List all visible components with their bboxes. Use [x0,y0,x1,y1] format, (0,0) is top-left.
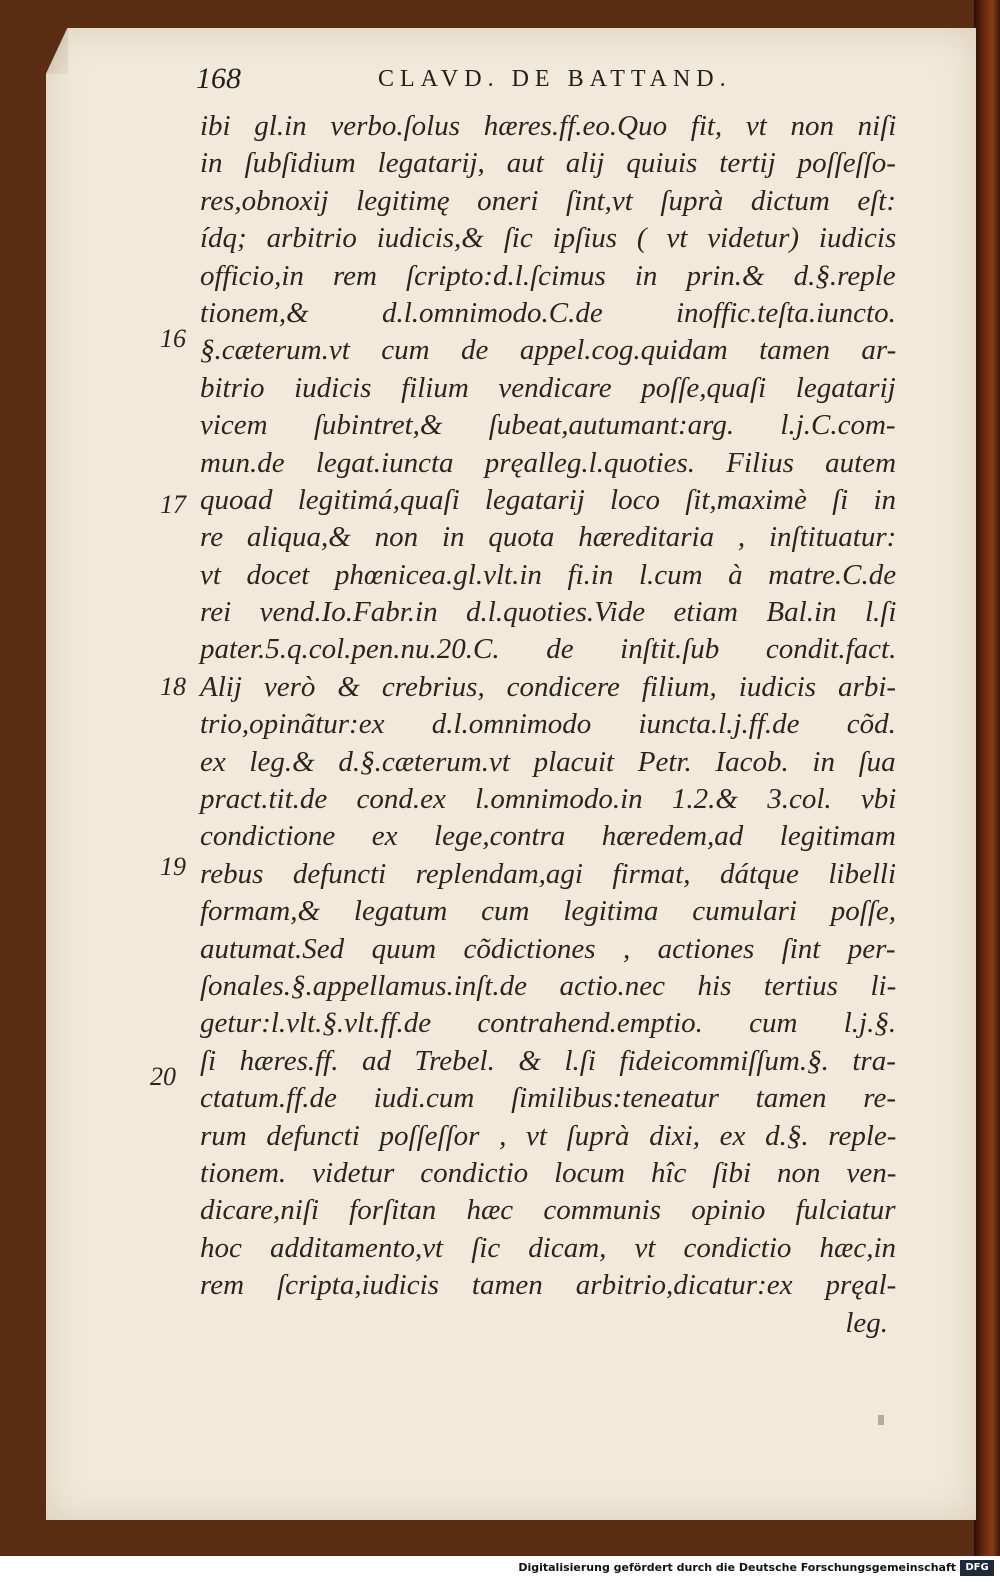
text-line: tionem,& d.l.omnimodo.C.de inoffic.teſta.iuncto. [200,296,896,329]
text-line: re aliqua,& non in quota hæreditaria , inſtituatur: [200,521,897,554]
catchword: leg. [845,1306,888,1339]
text-line: hoc additamento,vt ſic dicam, vt condictio hæc,in [200,1231,897,1264]
dfg-logo: DFG [960,1560,994,1576]
running-head-title: CLAVD. DE BATTAND. [378,66,732,92]
text-line: formam,& legatum cum legitima cumulari poſſe, [200,895,897,928]
margin-note-18: 18 [160,672,186,701]
text-line: pater.5.q.col.pen.nu.20.C. de inſtit.ſub condit.fact. [200,633,897,666]
text-line: mun.de legat.iuncta pręalleg.l.quoties. Filius autem [200,446,897,479]
text-line: pract.tit.de cond.ex l.omnimodo.in 1.2.& 3.col. vbi [200,783,897,816]
text-line: res,obnoxij legitimę oneri ſint,vt ſuprà dictum eſt: [200,184,896,217]
page-corner-fold-shade [46,28,68,74]
text-line: ex leg.& d.§.cæterum.vt placuit Petr. Iacob. in ſua [200,745,896,778]
footer-bar [0,1556,1000,1582]
funding-credit: Digitalisierung gefördert durch die Deutsche Forschungsgemeinschaft [518,1561,956,1574]
page-speck [878,1415,884,1425]
text-line: quoad legitimá,quaſi legatarij loco ſit,maximè ſi in [200,483,897,516]
text-line: tionem. videtur condictio locum hîc ſibi non ven- [200,1156,897,1189]
margin-note-17: 17 [160,490,186,519]
text-line: condictione ex lege,contra hæredem,ad legitimam [200,820,896,853]
text-line: ſi hæres.ff. ad Trebel. & l.ſi fideicommiſſum.§. tra- [200,1044,896,1077]
text-line: rei vend.Io.Fabr.in d.l.quoties.Vide etiam Bal.in l.ſi [200,596,897,629]
text-line: in ſubſidium legatarij, aut alij quiuis tertij poſſeſſo- [200,147,896,180]
text-line: ctatum.ff.de iudi.cum ſimilibus:teneatur tamen re- [200,1082,897,1115]
book-edge [974,0,1000,1556]
text-line: officio,in rem ſcripto:d.l.ſcimus in prin.& d.§.reple [200,259,896,292]
text-line: dicare,niſi forſitan hæc communis opinio fulciatur [200,1194,896,1227]
text-line: autumat.Sed quum cõdictiones , actiones ſint per- [200,932,896,965]
text-line: ibi gl.in verbo.ſolus hæres.ff.eo.Quo fit, vt non niſi [200,110,897,142]
text-line: trio,opinãtur:ex d.l.omnimodo iuncta.l.j.ff.de cõd. [200,708,896,741]
text-line: rem ſcripta,iudicis tamen arbitrio,dicatur:ex pręal- [200,1269,897,1302]
text-line: vicem ſubintret,& ſubeat,autumant:arg. l.j.C.com- [200,409,896,442]
text-line: rebus defuncti replendam,agi firmat, dátque libelli [200,857,897,890]
text-line: vt docet phœnicea.gl.vlt.in fi.in l.cum à matre.C.de [200,558,897,591]
running-head [196,62,896,106]
margin-note-16: 16 [160,324,186,353]
body-text [200,108,900,1342]
margin-note-20: 20 [150,1062,176,1091]
margin-note-19: 19 [160,852,186,881]
page-number: 168 [196,62,241,95]
text-line: rum defuncti poſſeſſor , vt ſuprà dixi, ex d.§. reple- [200,1119,897,1152]
text-line: Alij verò & crebrius, condicere filium, iudicis arbi- [200,670,897,703]
text-line: ſonales.§.appellamus.inſt.de actio.nec his tertius li- [200,969,897,1002]
text-line: ídq; arbitrio iudicis,& ſic ipſius ( vt videtur) iudicis [200,222,897,255]
text-line: getur:l.vlt.§.vlt.ff.de contrahend.emptio. cum l.j.§. [200,1007,897,1040]
text-line: §.cæterum.vt cum de appel.cog.quidam tamen ar- [200,334,897,367]
text-line: bitrio iudicis filium vendicare poſſe,quaſi legatarij [200,371,896,404]
